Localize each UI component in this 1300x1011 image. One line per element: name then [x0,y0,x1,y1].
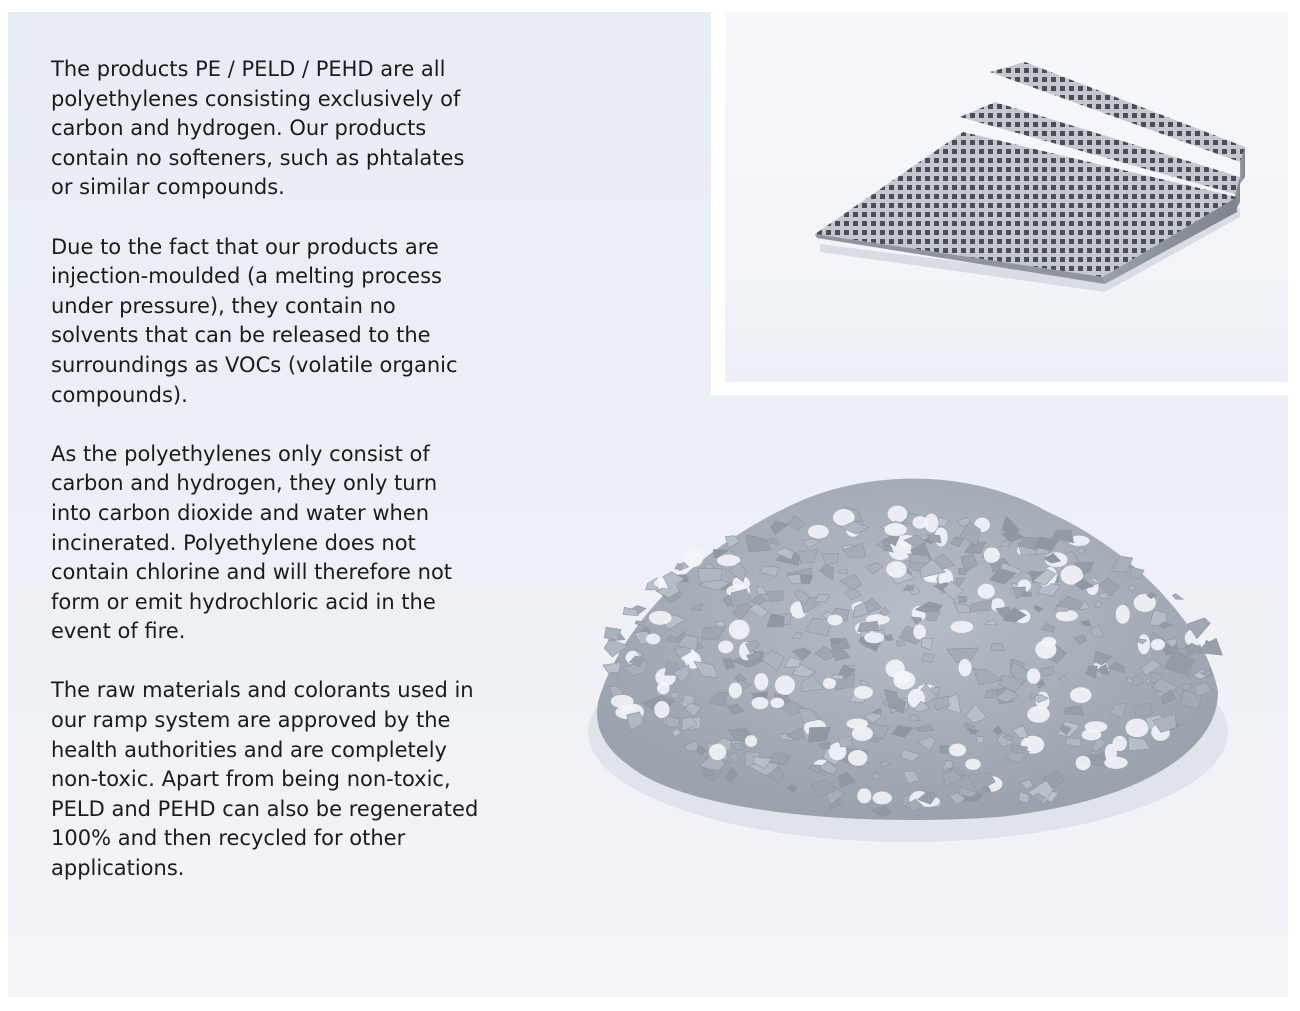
granule-white [1105,744,1117,762]
granule-white [649,611,672,625]
granule-white [848,750,867,766]
granule-white [752,697,769,709]
granule-gray [604,627,621,640]
granule-white [857,788,871,803]
granule-white [808,525,829,539]
granule-white [709,744,726,760]
granule-white [872,792,891,805]
granule-white [854,686,873,699]
granule-gray [767,591,784,602]
granule-white [959,659,972,676]
granule-white [1056,610,1078,621]
granule-white [729,620,750,640]
granule-white [912,516,927,529]
granule-gray [896,641,904,647]
granule-white [1070,687,1092,703]
granule-white [770,698,784,708]
granule-white [684,548,704,567]
granule-white [1027,668,1040,684]
granule-white [646,634,660,645]
granule-white [951,621,973,633]
granule-white [1125,719,1148,738]
granule-white [888,506,908,523]
granule-white [611,695,634,708]
granule-white [949,744,966,757]
granule-gray [858,621,878,631]
granule-gray [958,568,967,575]
paragraph-vocs: Due to the fact that our products are injection-moulded (a melting process under pressure), they contain no solvents that can be released to the surroundings as VOCs (volatile organic compounds). [51,234,458,407]
granule-gray [839,737,853,747]
body-text [51,55,531,913]
granule-white [718,641,733,654]
granule-white [1085,721,1108,732]
granule-gray [1199,638,1223,655]
granule-white [745,735,757,747]
granule-white [1041,637,1056,647]
granule-white [823,678,836,689]
ramp-image [725,12,1288,382]
granule-gray [940,745,949,754]
granule-white [1138,634,1150,654]
granule-white [1027,706,1050,723]
granule-white [893,671,915,690]
granule-gray [1023,592,1032,597]
granule-white [913,625,926,640]
granule-white [754,673,768,690]
granule-gray [991,643,1004,651]
ramp-photo [725,12,1288,382]
granules-image [578,432,1238,852]
granule-white [827,615,842,626]
granule-gray [832,675,845,680]
granule-gray [959,596,967,602]
granule-gray [1172,594,1183,600]
paragraph-composition: The products PE / PELD / PEHD are all polyethylenes consisting exclusively of carbon and hydrogen. Our products contain no softeners, such as phtalates or similar compounds. [51,57,465,200]
granule-white [965,759,981,770]
paragraph-non-toxic: The raw materials and colorants used in our ramp system are approved by the health authorities and are completely non-toxic. Apart from being non-toxic, PELD and PEHD can also be regenerated 100% and then recycled for other applications. [51,678,479,881]
paragraph-incineration: As the polyethylenes only consist of carbon and hydrogen, they only turn into carbon dioxide and water when incinerated. Polyethylene does not contain chlorine and will therefore not form or emit hydrochloric acid in the event of fire. [51,441,453,644]
granules-photo [578,432,1238,852]
granule-gray [977,737,984,744]
granule-white [1116,605,1130,624]
granule-white [729,683,742,699]
granule-white [775,676,795,695]
granule-white [654,701,669,718]
granule-gray [603,663,621,673]
granule-white [657,682,669,694]
ramp-photo-frame [711,12,1288,395]
granule-white [978,584,995,599]
granule-white [884,523,906,536]
granule-white [864,632,884,643]
granule-white [1151,639,1165,650]
granule-white [984,548,1000,563]
document-page [8,12,1288,997]
granule-white [886,561,906,578]
granule-white [847,718,868,729]
granule-white [1076,756,1091,770]
